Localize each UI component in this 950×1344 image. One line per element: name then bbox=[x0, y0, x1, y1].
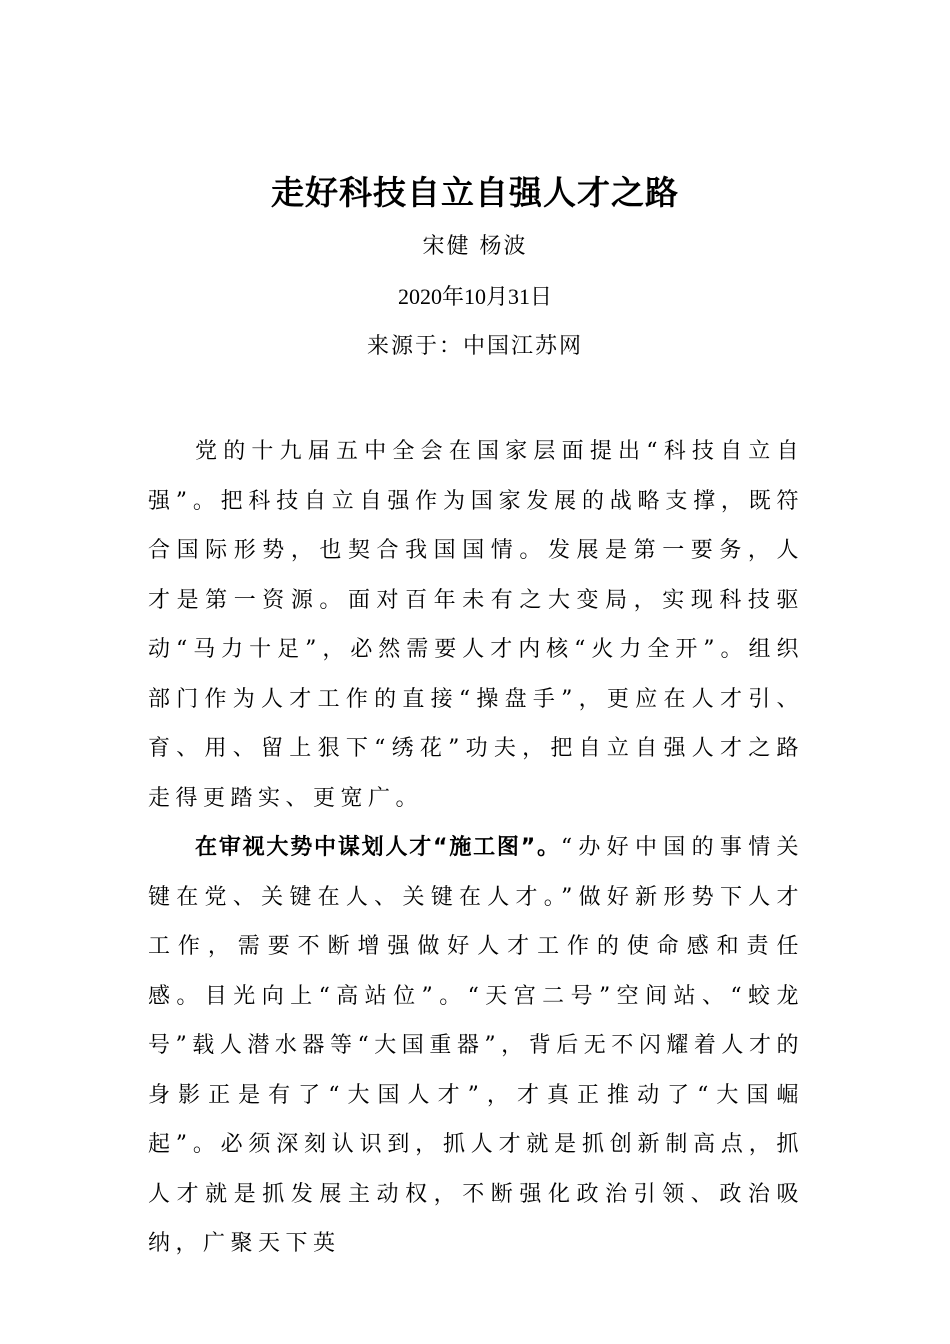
article-title: 走好科技自立自强人才之路 bbox=[271, 173, 679, 212]
paragraph-lead: 在审视大势中谋划人才“施工图”。 bbox=[195, 835, 561, 860]
article-authors: 宋健 杨波 bbox=[422, 234, 528, 259]
paragraph-text: “办好中国的事情关键在党、关键在人、关键在人才。”做好新形势下人才工作，需要不断增强做好人才工作的使命感和责任感。目光向上“高站位”。“天宫二号”空间站、“蛟龙号”载人潜水器等“大国重器”，背后无不闪耀着人才的身影正是有了“大国人才”，才真正推动了“大国崛起”。必须深刻认识到，抓人才就是抓创新制高点，抓人才就是抓发展主动权，不断强化政治引领、政治吸纳，广聚天下英 bbox=[148, 835, 805, 1256]
paragraph-1 bbox=[148, 427, 804, 823]
article-date: 2020年10月31日 bbox=[397, 284, 552, 309]
article-body bbox=[148, 427, 804, 1269]
paragraph-2 bbox=[148, 823, 804, 1269]
article-source: 来源于：中国江苏网 bbox=[366, 334, 583, 359]
paragraph-text: 党的十九届五中全会在国家层面提出“科技自立自强”。把科技自立自强作为国家发展的战略支撑，既符合国际形势，也契合我国国情。发展是第一要务，人才是第一资源。面对百年未有之大变局，实现科技驱动“马力十足”，必然需要人才内核“火力全开”。组织部门作为人才工作的直接“操盘手”，更应在人才引、育、用、留上狠下“绣花”功夫，把自立自强人才之路走得更踏实、更宽广。 bbox=[148, 439, 804, 811]
